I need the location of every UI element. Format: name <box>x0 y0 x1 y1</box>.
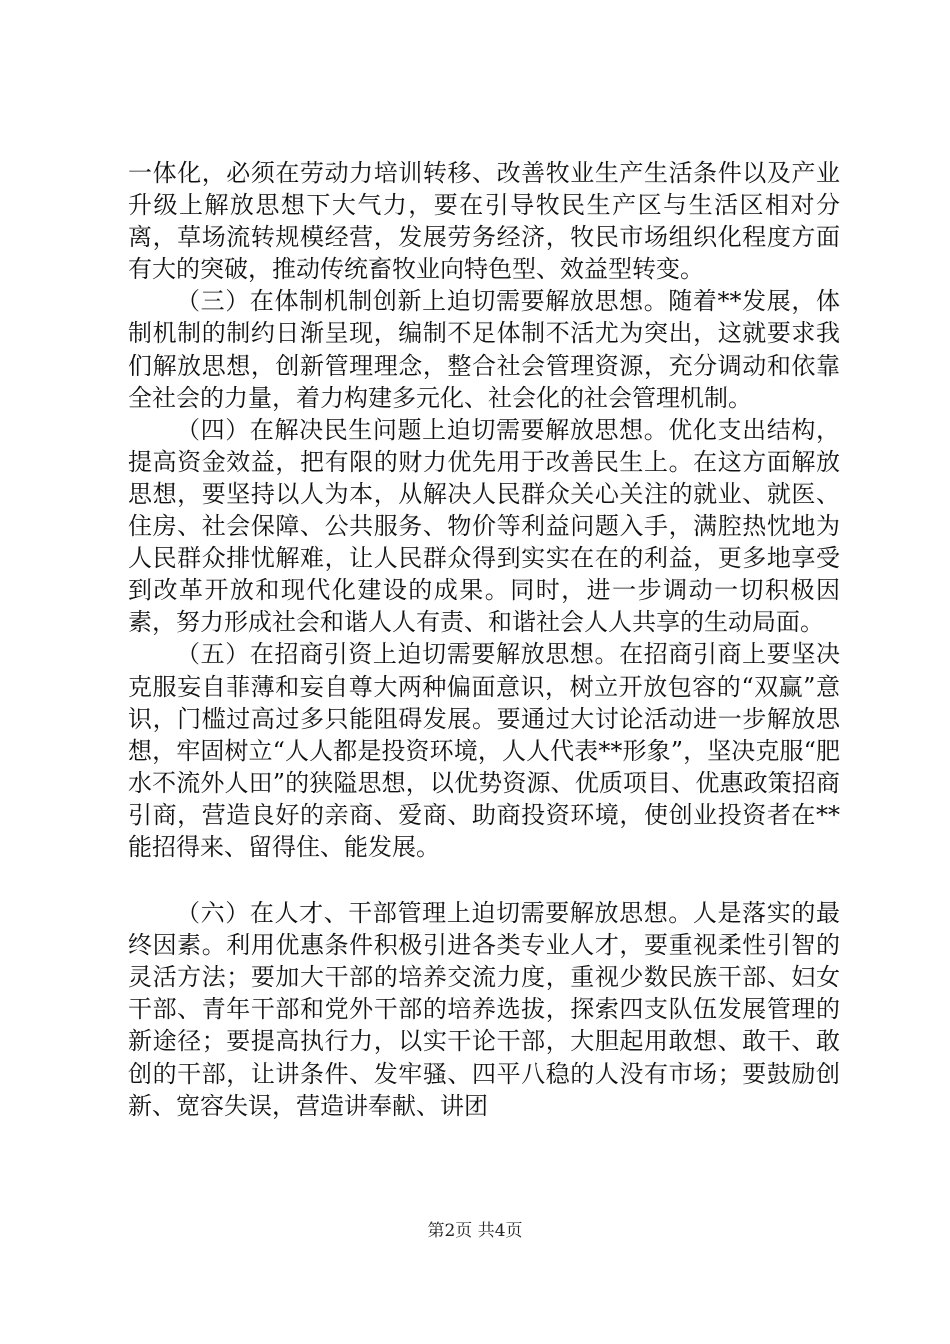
paragraph-institutional-innovation: （三）在体制机制创新上迫切需要解放思想。随着**发展，体制机制的制约日渐呈现，编制不足体制不活尤为突出，这就要求我们解放思想，创新管理理念，整合社会管理资源，充分调动和依靠全社会的力量，着力构建多元化、社会化的社会管理机制。 <box>128 287 840 412</box>
page-footer: 第2页 共4页 <box>427 1221 523 1241</box>
paragraph-continuation: 一体化，必须在劳动力培训转移、改善牧业生产生活条件以及产业升级上解放思想下大气力，要在引导牧民生产区与生活区相对分离，草场流转规模经营，发展劳务经济，牧民市场组织化程度方面有大的突破，推动传统畜牧业向特色型、效益型转变。 <box>128 159 840 284</box>
document-body <box>128 157 840 1122</box>
paragraph-livelihood: （四）在解决民生问题上迫切需要解放思想。优化支出结构，提高资金效益，把有限的财力优先用于改善民生上。在这方面解放思想，要坚持以人为本，从解决人民群众关心关注的就业、就医、住房、社会保障、公共服务、物价等利益问题入手，满腔热忱地为人民群众排忧解难，让人民群众得到实实在在的利益，更多地享受到改革开放和现代化建设的成果。同时，进一步调动一切积极因素，努力形成社会和谐人人有责、和谐社会人人共享的生动局面。 <box>128 415 840 637</box>
paragraph-talent-management: （六）在人才、干部管理上迫切需要解放思想。人是落实的最终因素。利用优惠条件积极引进各类专业人才，要重视柔性引智的灵活方法；要加大干部的培养交流力度，重视少数民族干部、妇女干部、青年干部和党外干部的培养选拔，探索四支队伍发展管理的新途径；要提高执行力，以实干论干部，大胆起用敢想、敢干、敢创的干部，让讲条件、发牢骚、四平八稳的人没有市场；要鼓励创新、宽容失误，营造讲奉献、讲团 <box>128 899 840 1120</box>
paragraph-investment: （五）在招商引资上迫切需要解放思想。在招商引商上要坚决克服妄自菲薄和妄自尊大两种偏面意识，树立开放包容的“双赢”意识，门槛过高过多只能阻碍发展。要通过大讨论活动进一步解放思想，牢固树立“人人都是投资环境，人人代表**形象”，坚决克服“肥水不流外人田”的狭隘思想，以优势资源、优质项目、优惠政策招商引商，营造良好的亲商、爱商、助商投资环境，使创业投资者在**能招得来、留得住、能发展。 <box>128 640 840 861</box>
